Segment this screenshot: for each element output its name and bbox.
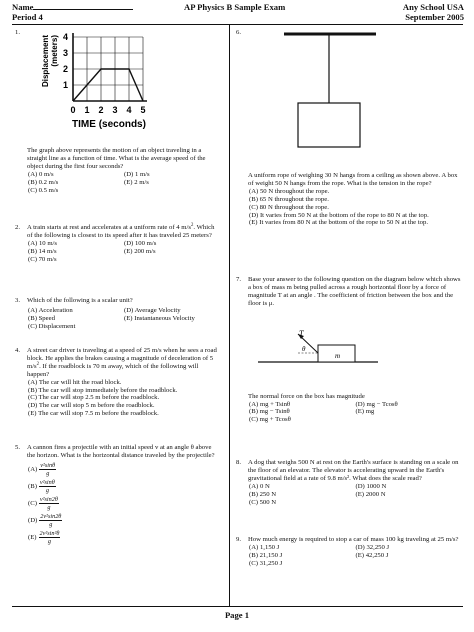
question-stem <box>27 224 220 240</box>
option-a[interactable]: (A) 0 m/s <box>28 170 54 178</box>
hanging-rope-diagram <box>236 29 462 167</box>
force-label: T <box>299 328 304 338</box>
question-number: 3. <box>15 297 21 304</box>
option-d[interactable]: (D) 1 m/s <box>124 170 150 178</box>
option-c[interactable]: (C) 0.5 m/s <box>28 186 59 194</box>
option-c[interactable]: (C) 31,250 J <box>249 559 283 567</box>
ytick: 1 <box>62 80 68 90</box>
question-stem: How much energy is required to stop a car of mass 100 kg traveling at 25 m/s? <box>248 536 459 543</box>
option-label: (C) <box>28 499 37 507</box>
question-number: 6. <box>236 29 242 36</box>
fraction <box>39 530 61 545</box>
option-e[interactable]: (E) The car will stop 7.5 m before the roadblock. <box>28 410 159 418</box>
option-b[interactable]: (B) 0.2 m/s <box>28 178 59 186</box>
question-number: 1. <box>15 29 21 36</box>
option-a[interactable]: (A) Acceleration <box>28 306 73 314</box>
name-label: Name <box>12 2 34 12</box>
numerator: v²sin2θ <box>39 495 58 503</box>
stem-part-b: . If the roadblock is 70 m away, which of the following will happen? <box>27 362 199 378</box>
option-d[interactable]: (D) The car will stop 5 m before the roadblock. <box>28 402 155 410</box>
option-c[interactable]: (C) mg + Tcosθ <box>249 416 291 424</box>
footer-rule <box>12 606 463 607</box>
answer-options <box>249 483 462 507</box>
question-2 <box>15 224 220 264</box>
answer-options <box>28 461 220 546</box>
question-number: 9. <box>236 536 242 543</box>
ytick: 3 <box>62 48 68 58</box>
option-d[interactable] <box>28 512 220 529</box>
fraction <box>39 462 56 477</box>
graph-yticks <box>63 32 68 90</box>
option-label: (E) <box>28 533 37 541</box>
graph-xticks <box>70 105 145 115</box>
option-e[interactable]: (E) It varies from 80 N at the bottom of the rope to 50 N at the top. <box>249 219 429 227</box>
question-6 <box>236 29 462 227</box>
numerator: v²sinθ <box>39 478 55 486</box>
ytick: 4 <box>62 32 68 42</box>
answer-options <box>249 544 462 568</box>
option-b[interactable] <box>28 478 220 495</box>
option-d[interactable]: (D) Average Velocity <box>124 306 181 314</box>
answer-options <box>28 307 220 331</box>
hanging-box <box>298 103 360 147</box>
exam-date: September 2005 <box>405 12 464 22</box>
xtick: 2 <box>98 105 104 115</box>
answer-options <box>28 379 220 419</box>
option-b[interactable]: (B) 65 N throughout the rope. <box>249 195 329 203</box>
question-number: 4. <box>15 347 21 354</box>
stem-part-a: A street car driver is traveling at a speed of 25 m/s when he sees a road block. He applies the brakes causing a magnitude of deceleration of 5 m/s <box>27 347 217 370</box>
stem-part-b: . Which of the following is closest to its speed after it has traveled 25 meters? <box>27 224 215 239</box>
option-e[interactable]: (E) 2 m/s <box>124 178 149 186</box>
option-b[interactable]: (B) 21,150 J <box>249 551 283 559</box>
stem-part-a: A train starts at rest and accelerates at a uniform rate of 4 m/s <box>27 224 191 231</box>
question-7 <box>236 276 462 424</box>
option-b[interactable]: (B) Speed <box>28 314 55 322</box>
numerator: 2v²sin²θ <box>39 529 60 537</box>
question-stem: Base your answer to the following question on the diagram below which shows a box of mass m being pulled across a rough horizontal floor by a force of magnitude T at an angle . The coefficient of friction between the box and the floor is μ. <box>248 276 461 307</box>
option-c[interactable]: (C) 80 N throughout the rope. <box>249 203 329 211</box>
fraction <box>39 496 59 511</box>
option-d[interactable]: (D) It varies from 50 N at the bottom of the rope to 80 N at the top. <box>249 211 429 219</box>
denominator: g <box>46 469 50 477</box>
question-5 <box>15 444 220 546</box>
fraction <box>39 513 62 528</box>
page-number: Page 1 <box>224 610 250 620</box>
denominator: g <box>49 520 53 528</box>
option-label: (B) <box>28 482 37 490</box>
question-stem: A cannon fires a projectile with an initial speed v at an angle θ above the horizon. What is the horizontal distance traveled by the projectile? <box>27 444 215 459</box>
name-blank <box>33 2 133 10</box>
option-b[interactable]: (B) mg − Tsinθ <box>249 408 290 416</box>
denominator: g <box>47 537 51 545</box>
numerator: v²sinθ <box>40 461 56 469</box>
exam-title: AP Physics B Sample Exam <box>184 2 286 12</box>
option-label: (A) <box>28 465 38 473</box>
question-stem: A dog that weighs 500 N at rest on the Earth's surface is standing on a scale on the floor of an elevator. The elevator is accelerating upward in the Earth's gravitational field at a rate of 9.8 m/s². What does the scale read? <box>248 459 459 482</box>
ytick: 2 <box>62 64 68 74</box>
option-d[interactable]: (D) 32,250 J <box>355 543 390 551</box>
question-stem: A uniform rope of weighing 30 N hangs from a ceiling as shown above. A box of weight 50 N hangs from the rope. What is the tension in the rope? <box>248 172 458 187</box>
option-e[interactable]: (E) 200 m/s <box>124 247 156 255</box>
question-stem: The graph above represents the motion of an object traveling in a straight line as a function of time. What is the average speed of the object during the first four seconds? <box>27 147 206 170</box>
graph-ylabel-2: (meters) <box>50 35 59 67</box>
question-1 <box>15 29 220 194</box>
question-number: 8. <box>236 459 242 466</box>
question-8 <box>236 459 462 506</box>
period-label: Period 4 <box>12 12 43 22</box>
school-name: Any School USA <box>402 2 464 12</box>
option-a[interactable] <box>28 461 220 478</box>
option-e[interactable]: (E) 2000 N <box>355 490 386 498</box>
numerator: 2v²sin2θ <box>40 512 62 520</box>
option-e[interactable]: (E) mg <box>355 408 375 416</box>
option-d[interactable]: (D) 100 m/s <box>124 239 157 247</box>
option-c[interactable]: (C) 500 N <box>249 498 277 506</box>
option-d[interactable]: (D) 1000 N <box>355 482 387 490</box>
option-b[interactable]: (B) 14 m/s <box>28 247 57 255</box>
option-a[interactable]: (A) 1,150 J <box>249 543 280 551</box>
name-field <box>12 2 133 12</box>
option-e[interactable] <box>28 529 220 546</box>
superscript: 2 <box>36 361 40 367</box>
superscript: 2 <box>190 223 194 228</box>
xtick: 4 <box>126 105 132 115</box>
mass-label: m <box>335 351 341 360</box>
question-number: 5. <box>15 444 21 451</box>
option-e[interactable]: (E) 42,250 J <box>355 551 389 559</box>
option-b[interactable]: (B) 250 N <box>249 490 277 498</box>
xtick: 0 <box>70 105 76 115</box>
denominator: g <box>47 503 51 511</box>
option-a[interactable]: (A) 0 N <box>249 482 270 490</box>
graph-ylabel-1: Displacement <box>41 35 50 88</box>
option-c[interactable] <box>28 495 220 512</box>
pulled-box-diagram <box>236 308 462 392</box>
answer-options <box>249 401 462 425</box>
header-row-2 <box>0 12 474 23</box>
option-a[interactable]: (A) mg + Tsinθ <box>249 400 291 408</box>
question-9 <box>236 536 462 568</box>
option-d[interactable]: (D) mg − Tcosθ <box>355 400 398 408</box>
answer-options <box>28 240 220 264</box>
question-3 <box>15 297 220 331</box>
question-prompt: The normal force on the box has magnitude <box>248 392 365 400</box>
option-a[interactable]: (A) The car will hit the road block. <box>28 378 122 386</box>
xtick: 3 <box>112 105 118 115</box>
answer-options <box>28 171 220 195</box>
option-a[interactable]: (A) 10 m/s <box>28 239 57 247</box>
denominator: g <box>45 486 49 494</box>
displacement-time-graph <box>35 29 195 135</box>
question-number: 7. <box>236 276 242 283</box>
option-c[interactable]: (C) Displacement <box>28 322 76 330</box>
column-divider <box>229 25 230 607</box>
question-stem: Which of the following is a scalar unit? <box>27 297 133 304</box>
header-rule <box>12 24 463 25</box>
option-c[interactable]: (C) The car will stop 2.5 m before the roadblock. <box>28 394 160 402</box>
answer-options <box>249 188 462 228</box>
fraction <box>39 479 56 494</box>
xtick: 1 <box>84 105 90 115</box>
option-a[interactable]: (A) 50 N throughout the rope. <box>249 187 330 195</box>
question-4 <box>15 347 220 418</box>
graph-xlabel: TIME (seconds) <box>72 119 146 130</box>
xtick: 5 <box>140 105 146 115</box>
option-label: (D) <box>28 516 38 524</box>
option-e[interactable]: (E) Instantaneous Velocity <box>124 314 195 322</box>
angle-label: θ <box>302 344 306 353</box>
option-c[interactable]: (C) 70 m/s <box>28 255 57 263</box>
question-number: 2. <box>15 224 21 231</box>
question-stem <box>27 347 220 379</box>
option-b[interactable]: (B) The car will stop immediately before the roadblock. <box>28 386 178 394</box>
